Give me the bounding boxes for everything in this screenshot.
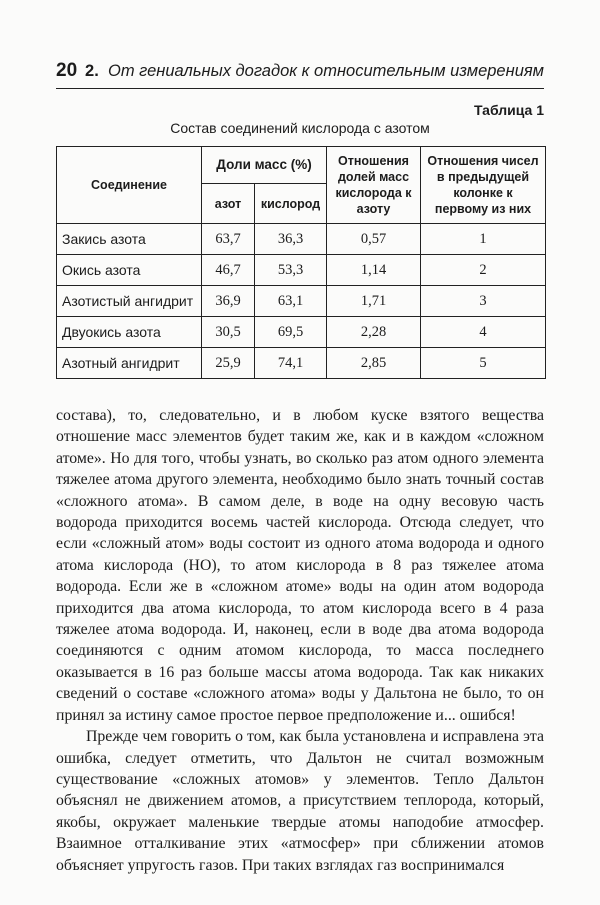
header-mass-fractions: Доли масс (%) — [202, 147, 327, 184]
compound-name: Азотный ангидрит — [57, 348, 202, 379]
page-number: 20 — [56, 60, 78, 81]
header-oxygen: кислород — [255, 184, 327, 224]
paragraph: состава), то, следовательно, и в любом куске взятого вещества отношение масс элементов будет таким же, как и в каждом «сложном атоме». Но для того, чтобы узнать, во сколько раз атом одного элемента тяжелее атома другого элемента, необходимо было знать точный состав «сложного атома». В самом деле, в воде на одну весовую часть водорода приходится восемь частей кислорода. Отсюда следует, что если «сложный атом» воды состоит из одного атома водорода и одного атома кислорода (НО), то атом кислорода в 8 раз тяжелее атома водорода. Если же в «сложном атоме» воды на один атом водорода приходится два атома кислорода, то атом кислорода всего в 4 раза тяжелее атома водорода. И, наконец, если в воде два атома водорода соединяются с одним атомом кислорода, то масса последнего оказывается в 16 раз больше массы атома водорода. Так как никаких сведений о составе «сложного атома» воды у Дальтона не было, то он принял за истину самое простое первое предположение и... ошибся! — [56, 407, 544, 724]
header-compound: Соединение — [57, 147, 202, 224]
ratio-value: 1,71 — [327, 286, 421, 317]
body-text — [56, 405, 544, 876]
oxygen-value: 74,1 — [255, 348, 327, 379]
compound-name: Двуокись азота — [57, 317, 202, 348]
ratio-value: 2,28 — [327, 317, 421, 348]
compound-name: Окись азота — [57, 255, 202, 286]
nitrogen-value: 46,7 — [202, 255, 255, 286]
header-ratio: Отношения долей масс кислорода к азоту — [327, 147, 421, 224]
oxygen-value: 69,5 — [255, 317, 327, 348]
oxygen-value: 63,1 — [255, 286, 327, 317]
compound-name: Азотистый ангидрит — [57, 286, 202, 317]
relative-value: 1 — [421, 224, 546, 255]
relative-value: 4 — [421, 317, 546, 348]
relative-value: 5 — [421, 348, 546, 379]
running-head — [85, 62, 544, 81]
paragraph: Прежде чем говорить о том, как была установлена и исправлена эта ошибка, следует отметить, что Дальтон не считал возможным существование «сложных атомов» у элементов. Тепло Дальтон объяснял не движением атомов, а присутствием теплорода, который, якобы, окружает маленькие твердые атомы наподобие атмосфер. Взаимное отталкивание этих «атмосфер» при сближении атомов объясняет упругость газов. При таких взглядах газ воспринимался — [56, 728, 544, 874]
relative-value: 2 — [421, 255, 546, 286]
page-header — [56, 60, 544, 89]
chapter-title: От гениальных догадок к относительным измерениям — [107, 62, 544, 80]
header-nitrogen: азот — [202, 184, 255, 224]
nitrogen-value: 25,9 — [202, 348, 255, 379]
table-row — [57, 348, 546, 379]
composition-table — [56, 146, 546, 379]
oxygen-value: 53,3 — [255, 255, 327, 286]
relative-value: 3 — [421, 286, 546, 317]
table-row — [57, 255, 546, 286]
ratio-value: 1,14 — [327, 255, 421, 286]
compound-name: Закись азота — [57, 224, 202, 255]
table-row — [57, 224, 546, 255]
table-label: Таблица 1 — [473, 102, 544, 118]
nitrogen-value: 30,5 — [202, 317, 255, 348]
ratio-value: 2,85 — [327, 348, 421, 379]
chapter-number: 2. — [85, 62, 99, 80]
ratio-value: 0,57 — [327, 224, 421, 255]
table-row — [57, 286, 546, 317]
nitrogen-value: 63,7 — [202, 224, 255, 255]
table-row — [57, 317, 546, 348]
header-ratio-to-first: Отношения чисел в предыдущей колонке к первому из них — [421, 147, 546, 224]
table-caption: Состав соединений кислорода с азотом — [170, 120, 430, 136]
nitrogen-value: 36,9 — [202, 286, 255, 317]
oxygen-value: 36,3 — [255, 224, 327, 255]
